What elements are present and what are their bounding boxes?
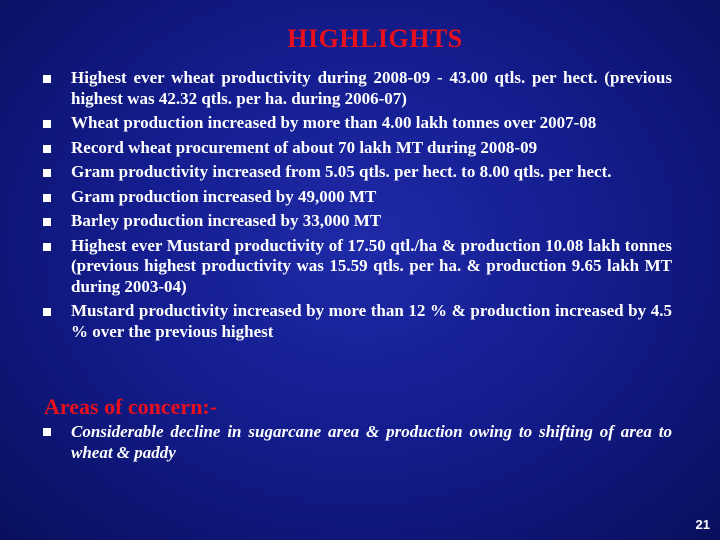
square-bullet-icon	[43, 120, 51, 128]
highlight-text: Wheat production increased by more than 4.00 lakh tonnes over 2007-08	[71, 113, 597, 132]
square-bullet-icon	[43, 169, 51, 177]
list-item	[40, 68, 672, 109]
list-item	[40, 162, 672, 183]
square-bullet-icon	[43, 194, 51, 202]
highlights-list	[40, 68, 672, 346]
highlight-text: Record wheat procurement of about 70 lakh MT during 2008-09	[71, 137, 538, 157]
list-item	[40, 113, 672, 134]
square-bullet-icon	[43, 218, 51, 226]
highlight-text: Mustard productivity increased by more than 12 % & production increased by 4.5 % over the previous highest	[71, 301, 672, 341]
square-bullet-icon	[43, 75, 51, 83]
list-item	[40, 211, 672, 232]
highlight-text: Highest ever Mustard productivity of 17.50 qtl./ha & production 10.08 lakh tonnes (previous highest productivity was 15.59 qtls. per ha. & production 9.65 lakh MT during 2003-04)	[71, 235, 672, 296]
slide-title: HIGHLIGHTS	[287, 24, 463, 53]
list-item	[40, 138, 672, 159]
list-item	[40, 421, 672, 463]
slide-number: 21	[695, 517, 710, 532]
highlight-text: Barley production increased by 33,000 MT	[71, 211, 382, 230]
list-item	[40, 187, 672, 208]
square-bullet-icon	[43, 243, 51, 251]
highlight-text: Highest ever wheat productivity during 2008-09 - 43.00 qtls. per hect. (previous highest was 42.32 qtls. per ha. during 2006-07)	[71, 68, 672, 108]
square-bullet-icon	[43, 145, 51, 153]
highlight-text: Gram production increased by 49,000 MT	[71, 186, 377, 206]
highlight-text: Gram productivity increased from 5.05 qtls. per hect. to 8.00 qtls. per hect.	[71, 162, 612, 181]
concern-text: Considerable decline in sugarcane area & production owing to shifting of area to wheat & paddy	[71, 422, 672, 462]
list-item	[40, 301, 672, 342]
square-bullet-icon	[43, 308, 51, 316]
concerns-list	[40, 421, 672, 463]
list-item	[40, 236, 672, 298]
square-bullet-icon	[43, 428, 51, 436]
concerns-heading: Areas of concern:-	[44, 394, 218, 419]
